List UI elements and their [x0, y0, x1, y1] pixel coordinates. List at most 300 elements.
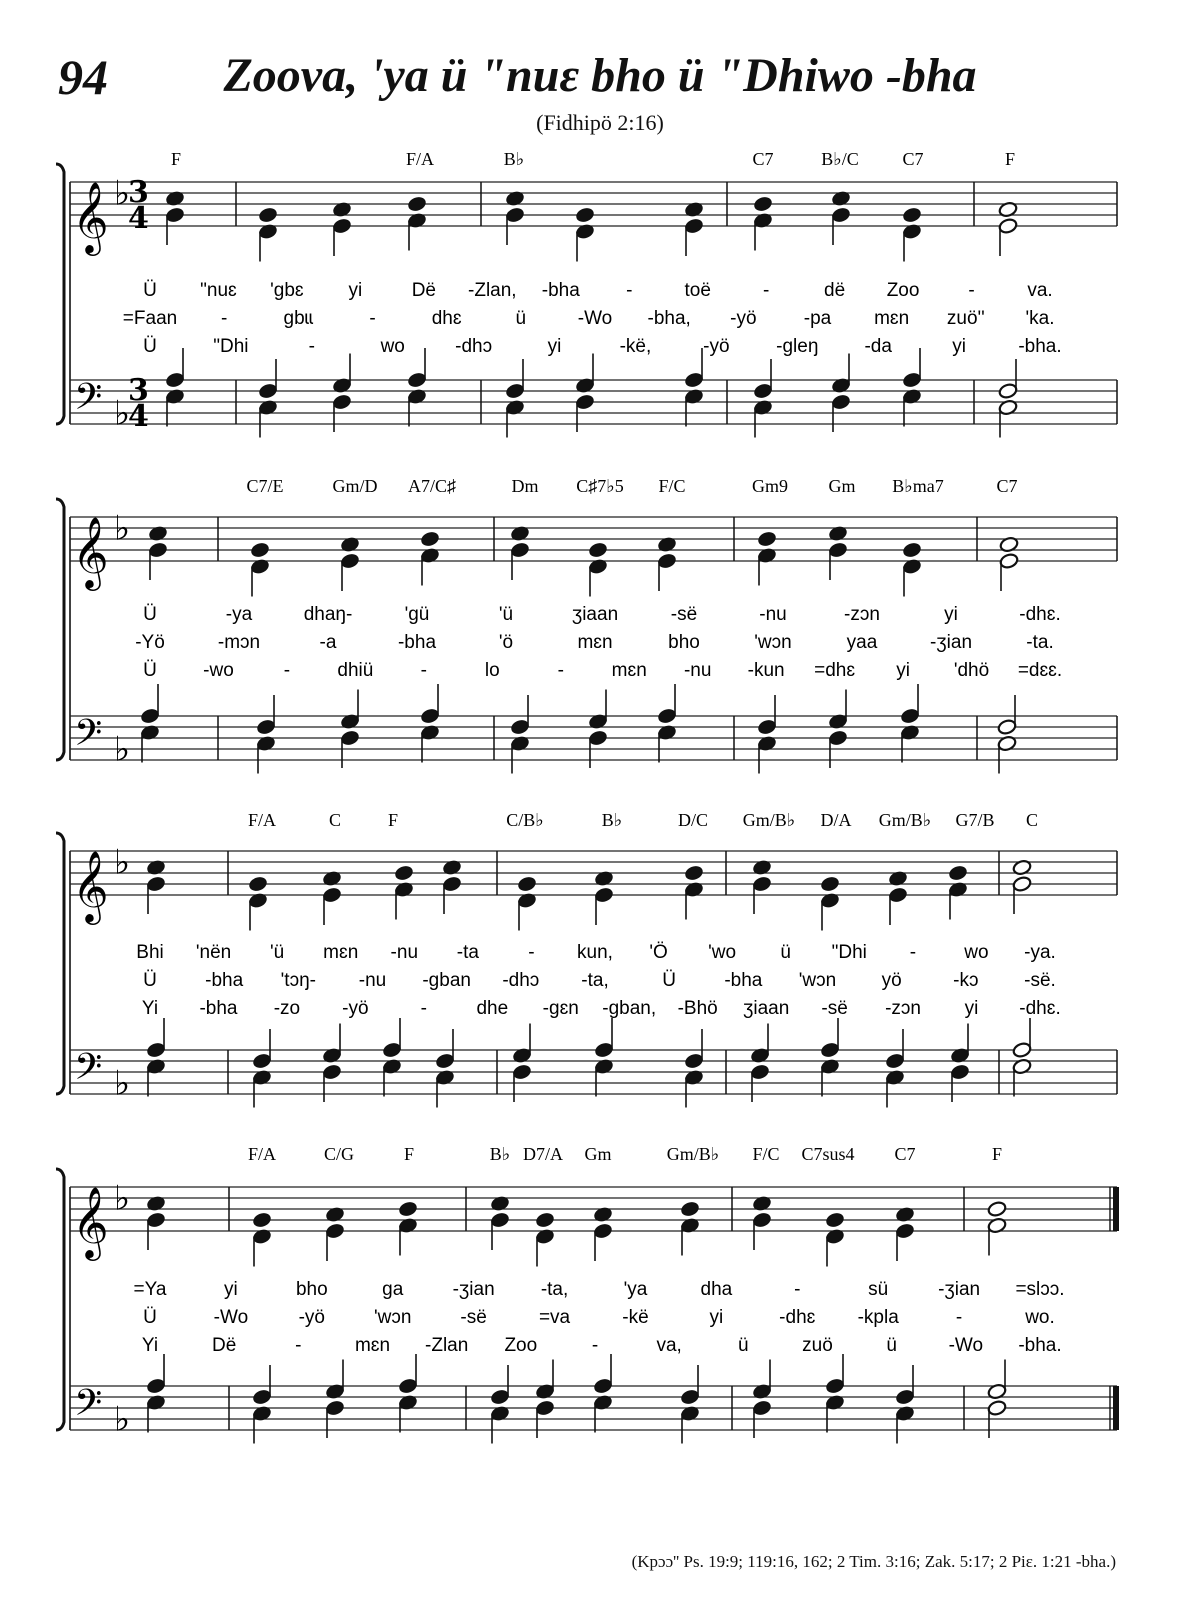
- lyric-syllable: 'Ö: [649, 942, 668, 963]
- chord-symbol: Dm: [511, 476, 539, 496]
- chord-symbol: C7: [752, 149, 774, 169]
- notehead: [594, 1041, 614, 1058]
- system-bracket: [56, 164, 64, 424]
- lyric-syllable: -nu: [358, 970, 387, 991]
- lyric-syllable: yi: [224, 1279, 238, 1300]
- lyric-syllable: -së: [670, 604, 698, 625]
- notehead: [825, 1377, 845, 1394]
- lyric-syllable: -bha.: [1018, 336, 1062, 357]
- lyric-syllable: "Dhi: [831, 942, 867, 963]
- lyric-syllable: -kun: [747, 660, 785, 681]
- lyric-syllable: 'gü: [404, 604, 430, 625]
- chord-symbol: C7sus4: [801, 1144, 855, 1164]
- lyric-syllable: -ta: [456, 942, 479, 963]
- lyric-syllable: -yö: [298, 1307, 326, 1328]
- treble-staff: [70, 509, 1117, 597]
- notehead: [398, 1200, 418, 1217]
- flat-key-signature: ♭: [114, 842, 131, 883]
- notehead: [146, 1211, 166, 1228]
- lyric-syllable: Bhi: [136, 942, 164, 963]
- notehead: [148, 541, 168, 558]
- lyric-syllable: "Dhi: [213, 336, 249, 357]
- lyric-syllable: -ya.: [1024, 942, 1056, 963]
- lyric-syllable: ü: [886, 1335, 897, 1356]
- lyric-syllable: -dhɛ.: [1019, 604, 1061, 625]
- lyric-syllable: dhe: [476, 998, 509, 1019]
- chord-symbol: D/A: [820, 810, 852, 830]
- notehead: [820, 875, 840, 892]
- notehead: [1012, 1041, 1032, 1058]
- lyric-syllable: -kɔ: [953, 970, 979, 991]
- notehead: [490, 1388, 510, 1405]
- lyric-syllable: 'ü: [498, 604, 514, 625]
- svg-text:3: 3: [128, 373, 149, 408]
- lyric-syllable: Ü: [143, 970, 157, 991]
- chord-symbol: Gm/D: [332, 476, 378, 496]
- flat-key-signature: ♭: [114, 393, 131, 434]
- lyric-syllable: kun,: [577, 942, 613, 963]
- lyric-syllable: -bha: [205, 970, 244, 991]
- chord-symbol: B♭/C: [821, 149, 859, 169]
- lyric-syllable: -: [557, 660, 564, 681]
- lyric-syllable: "nuɛ: [200, 280, 237, 301]
- lyric-syllable: -së: [460, 1307, 487, 1328]
- lyric-syllable: -bha,: [647, 308, 691, 329]
- lyric-syllable: 'nën: [195, 942, 232, 963]
- bass-staff: [70, 684, 1117, 774]
- notehead: [831, 393, 851, 410]
- flat-key-signature: ♭: [114, 729, 131, 770]
- lyric-syllable: sü: [868, 1279, 889, 1300]
- chord-symbol: Gm: [584, 1144, 612, 1164]
- lyric-syllable: wo: [964, 942, 989, 963]
- chord-symbol: F: [991, 1144, 1003, 1164]
- notehead: [998, 217, 1018, 234]
- notehead: [680, 1388, 700, 1405]
- system-2: [56, 476, 1117, 774]
- lyric-syllable: ü: [780, 942, 792, 963]
- chord-symbol: B♭: [503, 149, 525, 169]
- notehead: [442, 875, 462, 892]
- notehead: [753, 195, 773, 212]
- flat-key-signature: ♭: [114, 173, 131, 214]
- notehead: [490, 1211, 510, 1228]
- lyric-syllable: -ʒian: [452, 1279, 495, 1300]
- lyric-syllable: Ü: [662, 970, 677, 991]
- notehead: [252, 1211, 272, 1228]
- notehead: [999, 552, 1019, 569]
- lyric-syllable: mɛn: [323, 942, 359, 963]
- notehead: [258, 206, 278, 223]
- treble-clef-icon: 𝄞: [72, 515, 109, 588]
- lyric-syllable: Ü: [143, 660, 157, 681]
- chord-symbol: F: [1004, 149, 1016, 169]
- notehead: [987, 1200, 1007, 1217]
- lyric-syllable: yi: [896, 660, 910, 681]
- lyric-syllable: wo.: [1025, 1307, 1055, 1328]
- chord-symbol: C7: [996, 476, 1018, 496]
- lyric-syllable: -: [295, 1335, 302, 1356]
- lyric-syllable: -Wo: [577, 308, 613, 329]
- notehead: [575, 206, 595, 223]
- treble-staff: [70, 843, 1117, 931]
- lyric-syllable: zuö: [802, 1335, 833, 1356]
- notehead: [332, 393, 352, 410]
- lyric-syllable: yaa: [846, 632, 878, 653]
- lyric-syllable: =Ya: [133, 1279, 167, 1300]
- system-bracket: [56, 499, 64, 760]
- lyric-syllable: -: [909, 942, 917, 963]
- lyric-syllable: -: [283, 660, 291, 681]
- chord-symbol: Gm9: [752, 476, 788, 496]
- notehead: [165, 206, 185, 223]
- chord-symbol: A7/C♯: [407, 476, 457, 496]
- time-signature: [128, 175, 149, 236]
- bass-clef-icon: 𝄢: [74, 1046, 103, 1097]
- notehead: [146, 1377, 166, 1394]
- notehead: [684, 371, 704, 388]
- lyric-verse-1: [134, 1279, 1065, 1300]
- bass-clef-icon: 𝄢: [74, 1382, 103, 1433]
- lyric-syllable: -së.: [1024, 970, 1056, 991]
- lyric-syllable: 'ka.: [1025, 308, 1055, 329]
- lyric-verse-3: [142, 1335, 1062, 1356]
- notehead: [752, 1211, 772, 1228]
- lyric-syllable: -Zlan: [425, 1335, 469, 1356]
- chord-symbol: Gm/B♭: [742, 810, 796, 830]
- notehead: [1012, 875, 1032, 892]
- lyric-syllable: -: [528, 942, 535, 963]
- notehead: [146, 875, 166, 892]
- notehead: [505, 206, 525, 223]
- notehead: [820, 1041, 840, 1058]
- lyric-syllable: =va: [538, 1307, 571, 1328]
- flat-key-signature: ♭: [114, 508, 131, 549]
- lyric-syllable: -dhɔ: [502, 970, 540, 991]
- notehead: [987, 1399, 1007, 1416]
- notehead: [757, 530, 777, 547]
- chord-symbol: D7/A: [523, 1144, 563, 1164]
- chord-symbol: C: [1025, 810, 1039, 830]
- treble-clef-icon: 𝄞: [72, 1185, 109, 1258]
- notehead: [340, 729, 360, 746]
- lyric-syllable: mɛn: [354, 1335, 391, 1356]
- lyric-syllable: -ta.: [1026, 632, 1054, 653]
- notehead: [888, 886, 908, 903]
- lyric-syllable: Ü: [143, 336, 157, 357]
- lyric-syllable: -: [420, 660, 428, 681]
- notehead: [895, 1222, 915, 1239]
- lyric-syllable: -: [369, 308, 376, 329]
- lyric-syllable: -dhɔ: [455, 336, 493, 357]
- lyric-syllable: yi: [348, 280, 363, 301]
- lyric-syllable: -Zlan,: [468, 280, 517, 301]
- notehead: [575, 393, 595, 410]
- lyric-syllable: 'wɔn: [754, 632, 792, 653]
- lyric-syllable: Dë: [212, 1335, 237, 1356]
- lyric-syllable: toë: [684, 280, 711, 301]
- svg-text:3: 3: [128, 175, 149, 210]
- lyric-syllable: Ü: [143, 1307, 157, 1328]
- lyric-syllable: 'ü: [270, 942, 285, 963]
- lyric-syllable: -bha: [199, 998, 238, 1019]
- lyric-syllable: -bha: [541, 280, 580, 301]
- lyric-syllable: -zɔn: [885, 998, 922, 1019]
- lyric-syllable: -: [762, 280, 770, 301]
- notehead: [146, 1041, 166, 1058]
- flat-key-signature: ♭: [114, 1399, 131, 1440]
- lyric-syllable: -: [221, 308, 228, 329]
- notehead: [593, 1222, 613, 1239]
- notehead: [825, 1211, 845, 1228]
- lyric-syllable: -ta,: [540, 1279, 569, 1300]
- notehead: [435, 1052, 455, 1069]
- lyric-verse-3: [143, 336, 1062, 357]
- notehead: [757, 718, 777, 735]
- lyric-syllable: 'tɔŋ-: [280, 970, 316, 991]
- notehead: [505, 382, 525, 399]
- lyric-syllable: Ü: [143, 604, 157, 625]
- lyric-syllable: -zo: [273, 998, 301, 1019]
- lyric-syllable: va.: [1027, 280, 1053, 301]
- notehead: [588, 729, 608, 746]
- notehead: [997, 718, 1017, 735]
- lyric-syllable: va,: [656, 1335, 682, 1356]
- notehead: [382, 1041, 402, 1058]
- notehead: [680, 1200, 700, 1217]
- chord-symbol: G7/B: [955, 810, 995, 830]
- notehead: [900, 707, 920, 724]
- lyric-syllable: wo: [380, 336, 405, 357]
- scripture-reference: (Fidhipö 2:16): [536, 110, 664, 135]
- lyric-syllable: 'wɔn: [798, 970, 837, 991]
- notehead: [517, 875, 537, 892]
- lyric-syllable: -Wo: [948, 1335, 984, 1356]
- notehead: [420, 707, 440, 724]
- lyric-syllable: ü: [738, 1335, 749, 1356]
- notehead: [252, 1388, 272, 1405]
- lyric-syllable: -Wo: [213, 1307, 249, 1328]
- lyric-syllable: -dhɛ: [779, 1307, 816, 1328]
- chord-symbol: F: [387, 810, 399, 830]
- lyric-verse-2: [135, 632, 1054, 653]
- chord-symbol: C7/E: [246, 476, 284, 496]
- lyric-syllable: -ʒian: [938, 1279, 981, 1300]
- notehead: [828, 729, 848, 746]
- lyric-syllable: -zɔn: [844, 604, 880, 625]
- notehead: [750, 1063, 770, 1080]
- lyric-syllable: ʒiaan: [743, 998, 790, 1019]
- chord-symbol: C: [328, 810, 342, 830]
- lyric-syllable: -: [308, 336, 315, 357]
- notehead: [948, 864, 968, 881]
- lyric-syllable: yö: [881, 970, 902, 991]
- lyric-syllable: 'dhö: [953, 660, 990, 681]
- bass-clef-icon: 𝄢: [74, 712, 103, 763]
- lyric-syllable: -wo: [203, 660, 234, 681]
- lyric-syllable: -pa: [803, 308, 832, 329]
- chord-symbol: B♭ma7: [892, 476, 944, 496]
- lyric-syllable: -kpla: [857, 1307, 899, 1328]
- lyric-syllable: gbɩɩ: [283, 308, 314, 329]
- lyric-syllable: -gban: [422, 970, 471, 991]
- lyric-syllable: -dhɛ.: [1019, 998, 1061, 1019]
- chord-symbol: C/B♭: [506, 810, 544, 830]
- lyric-syllable: -Yö: [135, 632, 165, 653]
- notehead: [140, 707, 160, 724]
- notehead: [895, 1388, 915, 1405]
- notehead: [510, 718, 530, 735]
- lyric-syllable: -a: [319, 632, 337, 653]
- notehead: [594, 886, 614, 903]
- chord-symbol: Gm/B♭: [666, 1144, 720, 1164]
- lyric-syllable: 'ya: [623, 1279, 648, 1300]
- chord-symbol: F/A: [405, 149, 435, 169]
- lyric-syllable: 'wɔn: [374, 1307, 412, 1328]
- lyric-syllable: -gɛn: [542, 998, 579, 1019]
- notehead: [510, 541, 530, 558]
- notehead: [258, 382, 278, 399]
- chord-symbol: B♭: [601, 810, 623, 830]
- notehead: [252, 1052, 272, 1069]
- system-4: [56, 1144, 1117, 1444]
- lyric-syllable: Ü: [143, 280, 157, 301]
- lyric-syllable: -nu: [759, 604, 787, 625]
- treble-staff: [70, 1179, 1117, 1267]
- lyric-verse-1: [143, 280, 1053, 301]
- lyric-syllable: dha: [700, 1279, 733, 1300]
- chord-symbol: F: [403, 1144, 415, 1164]
- lyric-syllable: =dɛɛ.: [1017, 660, 1063, 681]
- lyric-syllable: 'ö: [498, 632, 514, 653]
- notehead: [593, 1377, 613, 1394]
- lyric-syllable: yi: [952, 336, 966, 357]
- notehead: [902, 541, 922, 558]
- system-1: [56, 149, 1117, 438]
- lyric-syllable: -së: [821, 998, 848, 1019]
- lyric-syllable: 'gbɛ: [270, 280, 304, 301]
- lyric-syllable: yi: [709, 1307, 724, 1328]
- lyric-syllable: Yi: [141, 1335, 159, 1356]
- chord-symbol: F/C: [658, 476, 686, 496]
- lyric-syllable: -bha.: [1018, 1335, 1062, 1356]
- treble-staff: [70, 174, 1117, 262]
- lyric-syllable: yi: [964, 998, 979, 1019]
- lyric-syllable: -nu: [683, 660, 712, 681]
- notehead: [752, 875, 772, 892]
- notehead: [831, 206, 851, 223]
- lyric-verse-1: [136, 942, 1056, 963]
- lyric-verse-2: [143, 970, 1056, 991]
- bass-staff: [70, 1354, 1117, 1444]
- lyric-verse-3: [143, 660, 1062, 681]
- notehead: [250, 541, 270, 558]
- chord-symbol: F/A: [247, 810, 277, 830]
- lyric-syllable: yi: [944, 604, 958, 625]
- lyric-syllable: -ya: [225, 604, 253, 625]
- notehead: [684, 217, 704, 234]
- chord-symbol: Gm: [828, 476, 856, 496]
- lyric-syllable: -ta,: [581, 970, 609, 991]
- notehead: [752, 1399, 772, 1416]
- lyric-syllable: =slɔɔ.: [1015, 1279, 1065, 1300]
- lyric-syllable: -: [591, 1335, 599, 1356]
- cross-references: (Kpɔɔ'' Ps. 19:9; 119:16, 162; 2 Tim. 3:16; Zak. 5:17; 2 Piɛ. 1:21 -bha.): [631, 1552, 1116, 1571]
- svg-text:4: 4: [128, 399, 149, 434]
- chord-symbol: C♯7♭5: [576, 476, 624, 496]
- lyric-syllable: mɛn: [577, 632, 613, 653]
- lyric-syllable: Dë: [411, 280, 436, 301]
- lyric-syllable: dhɛ: [431, 308, 462, 329]
- lyric-syllable: -gban,: [602, 998, 657, 1019]
- notehead: [753, 382, 773, 399]
- lyric-syllable: -yö: [730, 308, 757, 329]
- lyric-syllable: -mɔn: [217, 632, 261, 653]
- notehead: [535, 1211, 555, 1228]
- notehead: [657, 707, 677, 724]
- notehead: [902, 206, 922, 223]
- lyric-syllable: mɛn: [611, 660, 647, 681]
- chord-symbol: F: [170, 149, 182, 169]
- bass-clef-icon: 𝄢: [74, 376, 103, 427]
- notehead: [340, 552, 360, 569]
- lyric-syllable: -kë: [622, 1307, 649, 1328]
- notehead: [950, 1063, 970, 1080]
- lyric-syllable: -Bhö: [677, 998, 718, 1019]
- lyric-syllable: bho: [668, 632, 700, 653]
- lyric-syllable: -da: [864, 336, 892, 357]
- lyric-syllable: -: [794, 1279, 801, 1300]
- chord-symbol: Gm/B♭: [878, 810, 932, 830]
- lyric-syllable: lo: [484, 660, 500, 681]
- notehead: [407, 195, 427, 212]
- lyric-syllable: -bha: [397, 632, 437, 653]
- lyric-syllable: zuö'': [946, 308, 985, 329]
- system-bracket: [56, 833, 64, 1094]
- lyric-syllable: yi: [547, 336, 562, 357]
- lyric-syllable: ʒiaan: [571, 604, 619, 625]
- lyric-syllable: -ʒian: [929, 632, 973, 653]
- notehead: [394, 864, 414, 881]
- hymn-number: 94: [58, 49, 108, 105]
- time-signature: [128, 373, 149, 434]
- system-3: [56, 810, 1117, 1108]
- notehead: [535, 1399, 555, 1416]
- chord-symbol: C7: [902, 149, 924, 169]
- notehead: [398, 1377, 418, 1394]
- chord-symbol: D/C: [677, 810, 709, 830]
- notehead: [998, 382, 1018, 399]
- lyric-syllable: =dhɛ: [814, 660, 856, 681]
- bass-staff: [70, 348, 1117, 438]
- lyric-syllable: -: [626, 280, 633, 301]
- notehead: [325, 1222, 345, 1239]
- notehead: [165, 371, 185, 388]
- lyric-syllable: Zoo: [504, 1335, 538, 1356]
- chord-symbol: C7: [894, 1144, 916, 1164]
- notehead: [684, 864, 704, 881]
- notehead: [828, 541, 848, 558]
- lyric-syllable: -nu: [390, 942, 419, 963]
- lyric-syllable: -yö: [342, 998, 369, 1019]
- notehead: [407, 371, 427, 388]
- hymn-title: Zoova, 'ya ü "nuɛ bho ü "Dhiwo -bha: [223, 49, 977, 102]
- lyric-verse-2: [123, 308, 1055, 329]
- lyric-syllable: bho: [295, 1279, 328, 1300]
- notehead: [657, 552, 677, 569]
- flat-key-signature: ♭: [114, 1178, 131, 1219]
- lyric-verse-3: [142, 998, 1061, 1019]
